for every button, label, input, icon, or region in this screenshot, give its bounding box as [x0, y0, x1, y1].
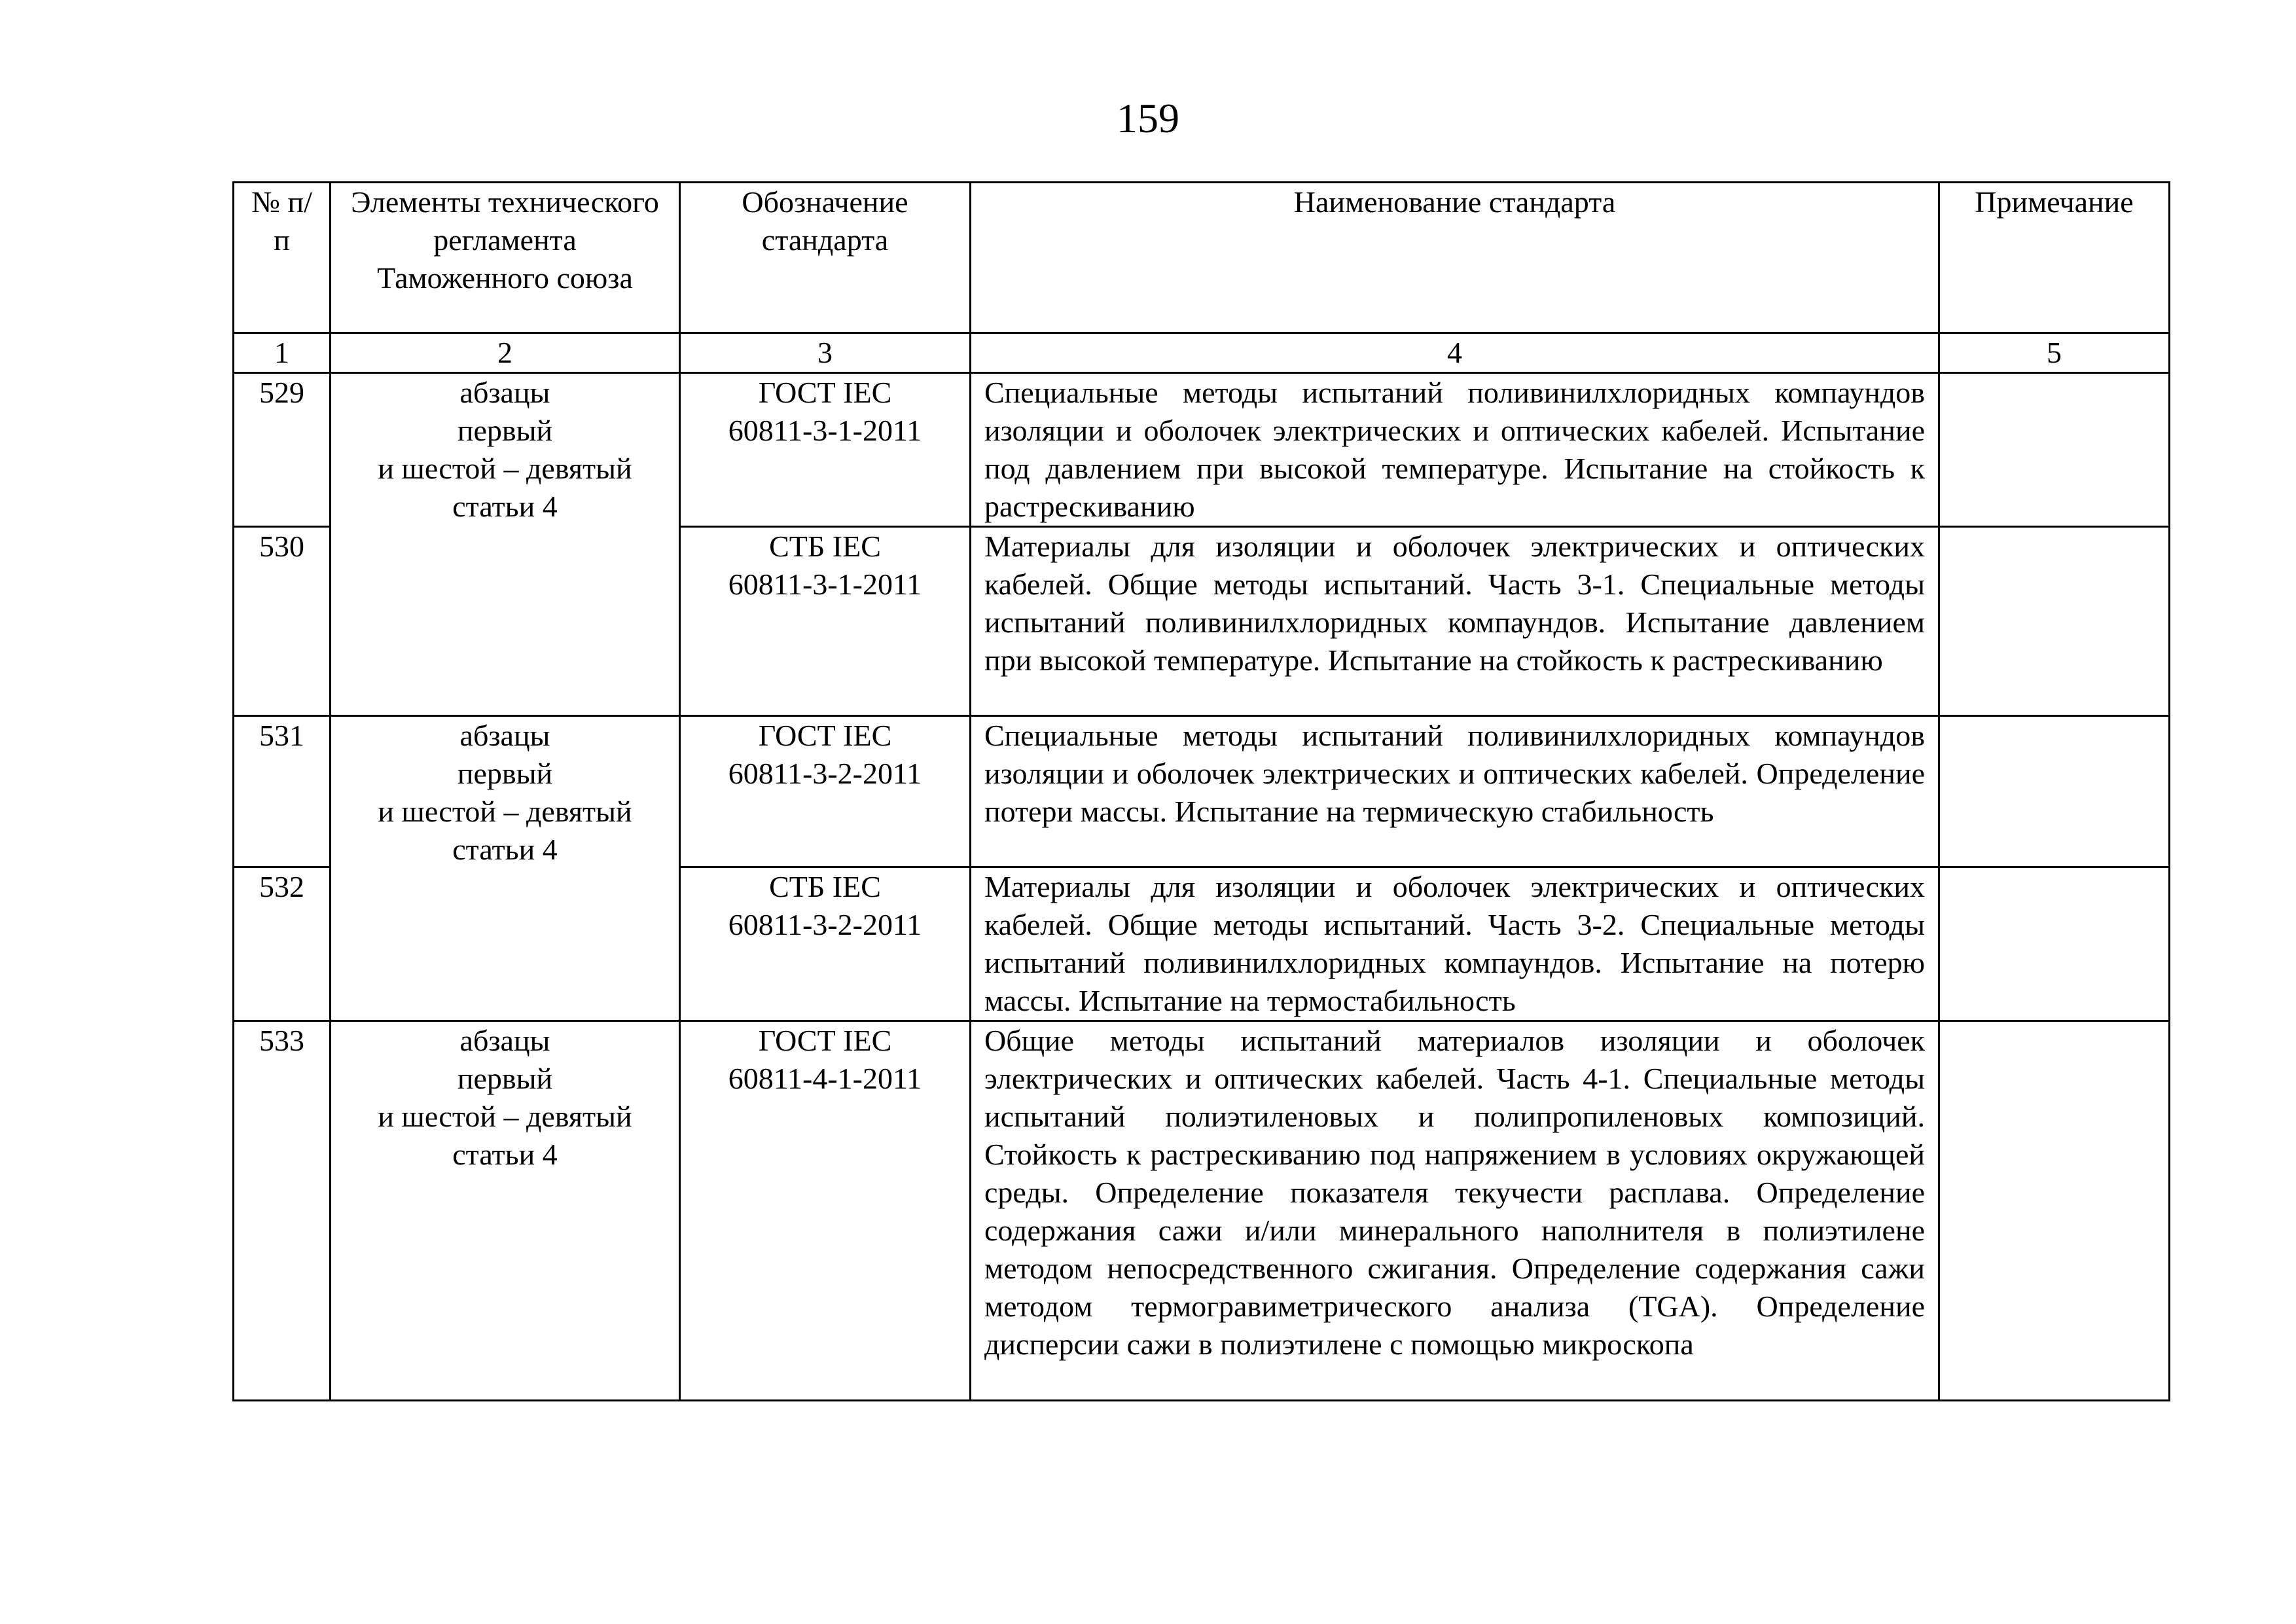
standard-name: Материалы для изоляции и оболочек электрических и оптических кабелей. Общие методы испытаний. Часть 3-2. Специальные методы испытаний поливинилхлоридных компаундов. Испытание на потерю массы. Испытание на термостабильность [971, 867, 1939, 1021]
table-row [234, 716, 2170, 867]
table-row [234, 373, 2170, 527]
row-number: 533 [234, 1021, 331, 1401]
regulation-elements: абзацы первый и шестой – девятый статьи 4 [331, 716, 680, 1021]
regulation-elements: абзацы первый и шестой – девятый статьи 4 [331, 1021, 680, 1401]
regulation-elements: абзацы первый и шестой – девятый статьи 4 [331, 373, 680, 716]
standard-name: Специальные методы испытаний поливинилхлоридных компаундов изоляции и оболочек электрических и оптических кабелей. Определение потери массы. Испытание на термическую стабильность [971, 716, 1939, 867]
standard-designation: СТБ IEC 60811-3-1-2011 [680, 527, 971, 716]
header-name: Наименование стандарта [971, 183, 1939, 333]
column-number: 4 [971, 333, 1939, 373]
column-number: 3 [680, 333, 971, 373]
header-designation: Обозначение стандарта [680, 183, 971, 333]
standard-designation: СТБ IEC 60811-3-2-2011 [680, 867, 971, 1021]
column-number: 5 [1939, 333, 2170, 373]
header-elements: Элементы технического регламента Таможенного союза [331, 183, 680, 333]
standard-name: Материалы для изоляции и оболочек электрических и оптических кабелей. Общие методы испытаний. Часть 3-1. Специальные методы испытаний поливинилхлоридных компаундов. Испытание давлением при высокой температуре. Испытание на стойкость к растрескиванию [971, 527, 1939, 716]
note-cell [1939, 716, 2170, 867]
column-number-row [234, 333, 2170, 373]
column-number: 2 [331, 333, 680, 373]
note-cell [1939, 527, 2170, 716]
column-number: 1 [234, 333, 331, 373]
row-number: 531 [234, 716, 331, 867]
standard-designation: ГОСТ IEC 60811-3-2-2011 [680, 716, 971, 867]
standard-name: Общие методы испытаний материалов изоляции и оболочек электрических и оптических кабелей. Часть 4-1. Специальные методы испытаний полиэтиленовых и полипропиленовых композиций. Стойкость к растрескиванию под напряжением в условиях окружающей среды. Определение показателя текучести расплава. Определение содержания сажи и/или минерального наполнителя в полиэтилене методом непосредственного сжигания. Определение содержания сажи методом термогравиметрического анализа (TGA). Определение дисперсии сажи в полиэтилене с помощью микроскопа [971, 1021, 1939, 1401]
page-number: 159 [1117, 95, 1179, 141]
header-note: Примечание [1939, 183, 2170, 333]
standard-designation: ГОСТ IEC 60811-3-1-2011 [680, 373, 971, 527]
row-number: 530 [234, 527, 331, 716]
row-number: 532 [234, 867, 331, 1021]
header-row [234, 183, 2170, 333]
row-number: 529 [234, 373, 331, 527]
table-row [234, 1021, 2170, 1401]
note-cell [1939, 867, 2170, 1021]
standard-name: Специальные методы испытаний поливинилхлоридных компаундов изоляции и оболочек электрических и оптических кабелей. Испытание под давлением при высокой температуре. Испытание на стойкость к растрескиванию [971, 373, 1939, 527]
header-num: № п/п [234, 183, 331, 333]
standards-table [232, 181, 2170, 1401]
note-cell [1939, 1021, 2170, 1401]
note-cell [1939, 373, 2170, 527]
standard-designation: ГОСТ IEC 60811-4-1-2011 [680, 1021, 971, 1401]
